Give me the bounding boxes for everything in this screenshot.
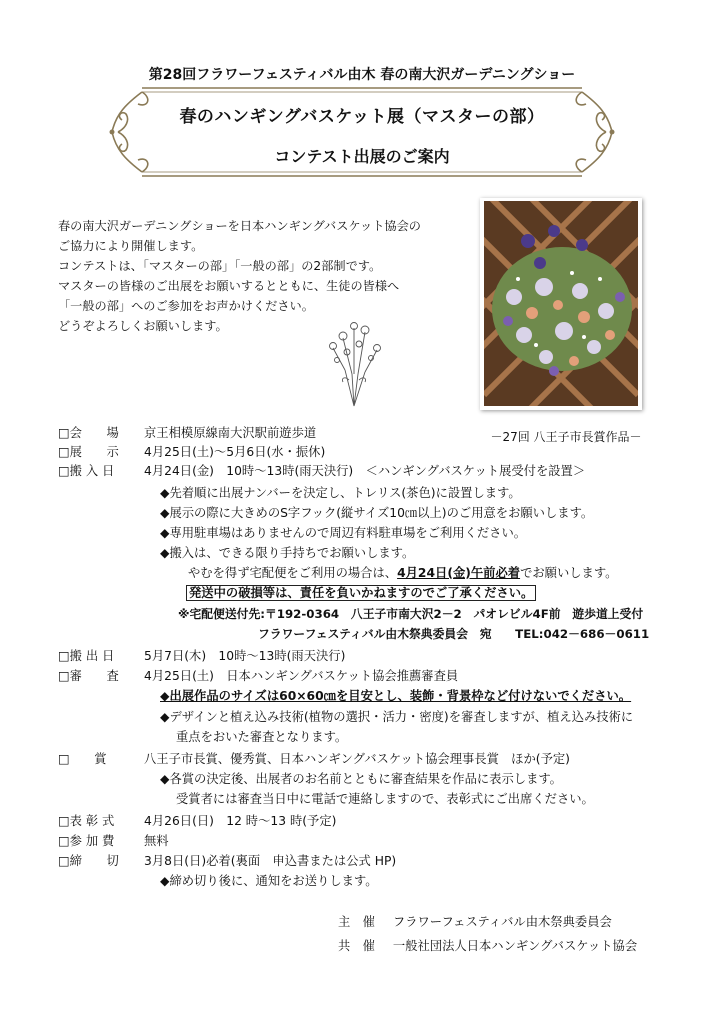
awards-note-cont: 受賞者には審査当日中に電話で連絡しますので、表彰式にご出席ください。 [176, 792, 594, 806]
photo-caption: －27回 八王子市長賞作品－ [490, 430, 642, 444]
intro-line: ご協力により開催します。 [58, 239, 204, 253]
awards-note: ◆各賞の決定後、出展者のお名前とともに審査結果を作品に表示します。 [160, 772, 562, 786]
fee-label: □参 加 費 [58, 834, 115, 848]
organizer-label: 主 催 [338, 915, 375, 929]
intro-text [58, 216, 468, 336]
organizer-row [338, 912, 612, 930]
damage-disclaimer: 発送中の破損等は、責任を負いかねますのでご了承ください。 [186, 585, 536, 601]
exhibit-label: □展 示 [58, 445, 119, 459]
carry-in-note: ◆先着順に出展ナンバーを決定し、トレリス(茶色)に設置します。 [160, 486, 521, 500]
intro-line: コンテストは、「マスターの部」「一般の部」の2部制です。 [58, 259, 382, 273]
fee-value: 無料 [144, 834, 169, 848]
bouquet-illustration [325, 318, 383, 408]
banner-title: 春のハンギングバスケット展（マスターの部） [179, 107, 545, 127]
delivery-pre: やむを得ず宅配便をご利用の場合は、 [188, 566, 398, 580]
exhibit-value: 4月25日(土)～5月6日(水・振休) [144, 445, 326, 459]
co-organizer-value: 一般社団法人日本ハンギングバスケット協会 [392, 939, 638, 953]
basket-image [484, 201, 638, 406]
carry-in-row [58, 462, 585, 480]
judging-row [58, 667, 458, 685]
judging-value: 4月25日(土) 日本ハンギングバスケット協会推薦審査員 [144, 669, 459, 683]
ceremony-label: □表 彰 式 [58, 814, 115, 828]
awards-row [58, 750, 570, 768]
carry-in-label: □搬 入 日 [58, 464, 115, 478]
organizer-value: フラワーフェスティバル由木祭典委員会 [392, 915, 612, 929]
intro-line: 春の南大沢ガーデニングショーを日本ハンギングバスケット協会の [58, 219, 421, 233]
delivery-post: でお願いします。 [520, 566, 618, 580]
venue-row [58, 424, 316, 442]
co-organizer-label: 共 催 [338, 939, 375, 953]
co-organizer-row [338, 936, 637, 954]
carry-in-note: ◆展示の際に大きめのS字フック(縦サイズ10㎝以上)のご用意をお願いします。 [160, 506, 594, 520]
design-note-cont: 重点をおいた審査となります。 [176, 730, 348, 744]
damage-note [186, 584, 536, 602]
fee-row [58, 832, 169, 850]
ceremony-value: 4月26日(日) 12 時～13 時(予定) [144, 814, 337, 828]
delivery-recipient: フラワーフェスティバル由木祭典委員会 宛 TEL:042－686－0611 [258, 627, 650, 641]
intro-line: 「一般の部」へのご参加をお声かけください。 [58, 299, 314, 313]
deadline-row [58, 852, 396, 870]
deadline-value: 3月8日(日)必着(裏面 申込書または公式 HP) [144, 854, 397, 868]
event-title: 第28回フラワーフェスティバル由木 春の南大沢ガーデニングショー [148, 67, 576, 83]
judging-label: □審 査 [58, 669, 119, 683]
delivery-note [188, 564, 617, 582]
delivery-address: ※宅配便送付先:〒192-0364 八王子市南大沢2－2 パオレビル4F前 遊歩道上受付 [178, 607, 644, 621]
title-banner [108, 84, 616, 180]
hanging-basket-photo [480, 198, 642, 410]
intro-line: どうぞよろしくお願いします。 [58, 319, 228, 333]
size-note: ◆出展作品のサイズは60×60㎝を目安とし、装飾・背景枠など付けないでください。 [160, 689, 632, 703]
carry-out-label: □搬 出 日 [58, 649, 115, 663]
deadline-note: ◆締め切り後に、通知をお送りします。 [160, 874, 378, 888]
banner-subtitle: コンテスト出展のご案内 [274, 147, 450, 166]
carry-in-note: ◆専用駐車場はありませんので周辺有料駐車場をご利用ください。 [160, 526, 527, 540]
delivery-deadline: 4月24日(金)午前必着 [397, 566, 521, 580]
ceremony-row [58, 812, 336, 830]
awards-value: 八王子市長賞、優秀賞、日本ハンギングバスケット協会理事長賞 ほか(予定) [144, 752, 570, 766]
carry-in-value: 4月24日(金) 10時～13時(雨天決行) ＜ハンギングバスケット展受付を設置＞ [144, 464, 586, 478]
venue-value: 京王相模原線南大沢駅前遊歩道 [144, 426, 317, 440]
exhibit-row [58, 443, 325, 461]
carry-out-row [58, 647, 345, 665]
design-note: ◆デザインと植え込み技術(植物の選択・活力・密度)を審査しますが、植え込み技術に [160, 710, 634, 724]
venue-label: □会 場 [58, 426, 119, 440]
carry-out-value: 5月7日(木) 10時～13時(雨天決行) [144, 649, 346, 663]
deadline-label: □締 切 [58, 854, 119, 868]
intro-line: マスターの皆様のご出展をお願いするとともに、生徒の皆様へ [58, 279, 400, 293]
carry-in-note: ◆搬入は、できる限り手持ちでお願いします。 [160, 546, 415, 560]
awards-label: □ 賞 [58, 752, 107, 766]
